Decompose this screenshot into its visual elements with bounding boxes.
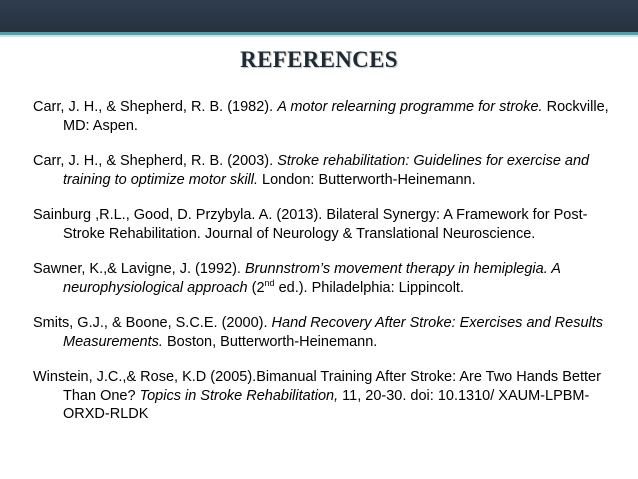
reference-text: Hand Recovery After Stroke: Exercises and Results Measurements. [63,315,604,350]
reference-text: Sainburg ,R.L., Good, D. Przybyla. A. (2013). Bilateral Synergy: A Framework for Post-Stroke Rehabilitation. Journal of Neurology & Translational Neuroscience. [33,207,588,242]
header-shadow [0,35,638,37]
reference-item [33,152,615,189]
reference-text: Carr, J. H., & Shepherd, R. B. (1982). [33,99,278,115]
reference-item [33,260,615,297]
reference-text: Smits, G.J., & Boone, S.C.E. (2000). [33,315,272,331]
reference-item [33,314,615,351]
reference-text: nd [264,277,275,288]
reference-text: A motor relearning programme for stroke. [277,99,543,115]
reference-item [33,368,615,424]
reference-text: Sawner, K.,& Lavigne, J. (1992). [33,261,245,277]
reference-text: Topics in Stroke Rehabilitation, [139,387,339,404]
reference-item [33,206,615,243]
reference-text: London: Butterworth-Heinemann. [258,171,476,188]
reference-text: Stroke rehabilitation: Guidelines for exercise and training to optimize motor skill. [63,153,590,188]
reference-text: Rockville, MD: Aspen. [63,99,609,134]
slide-title: REFERENCES [240,47,398,72]
reference-text: ed.). Philadelphia: Lippincolt. [274,279,464,296]
reference-list [33,98,615,441]
reference-text: Brunnstrom’s movement therapy in hemiplegia. A neurophysiological approach [63,261,561,296]
reference-text: Boston, Butterworth-Heinemann. [162,333,378,350]
reference-text: Winstein, J.C.,& Rose, K.D (2005).Bimanual Training After Stroke: Are Two Hands Better Than One? [33,369,601,404]
header-bar [0,0,638,32]
reference-text: 11, 20-30. doi: 10.1310/ XAUM-LPBM-ORXD-RLDK [63,387,590,422]
reference-text: (2 [247,279,265,296]
reference-item [33,98,615,135]
reference-text: Carr, J. H., & Shepherd, R. B. (2003). [33,153,278,169]
